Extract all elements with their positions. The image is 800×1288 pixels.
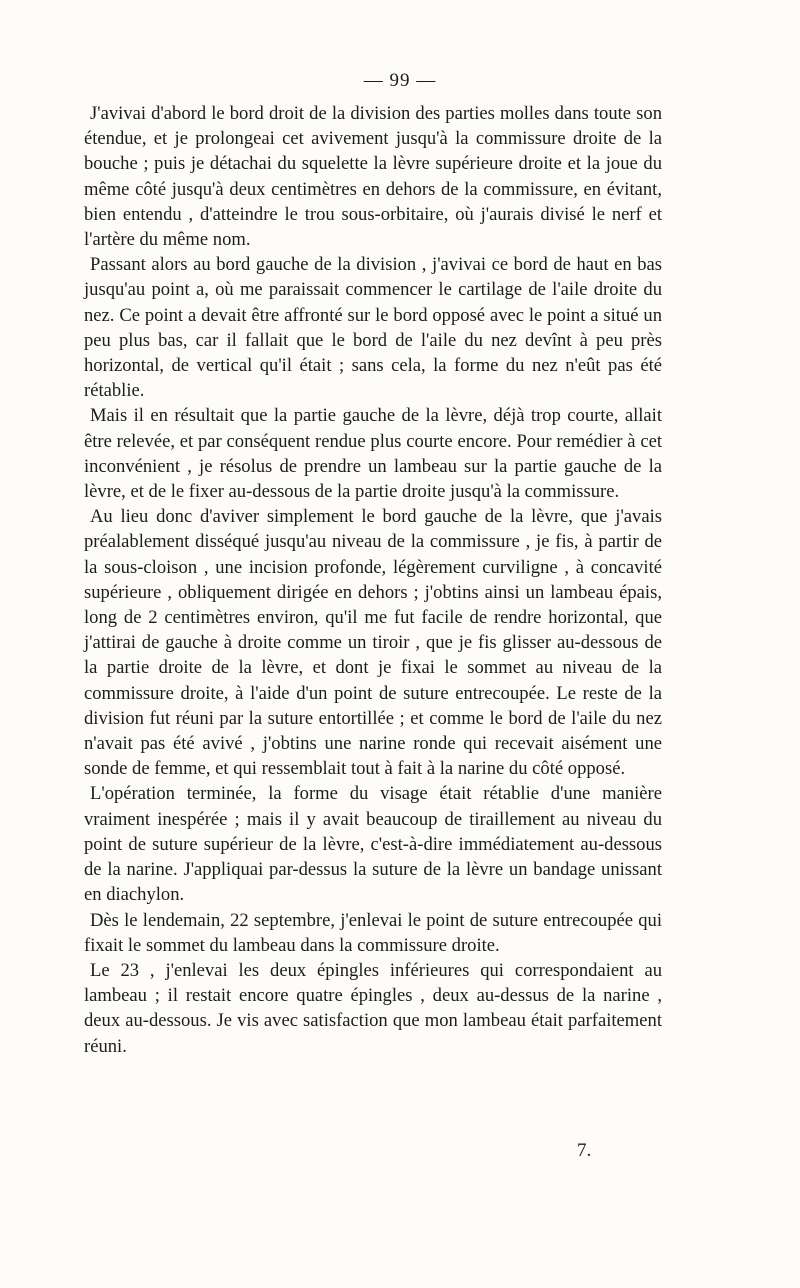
body-text: [84, 101, 662, 1059]
paragraph-1: J'avivai d'abord le bord droit de la division des parties molles dans toute son étendue, et je prolongeai cet avivement jusqu'à la commissure droite de la bouche ; puis je détachai du squelette la lèvre supérieure droite et la joue du même côté jusqu'à deux centimètres en dehors de la commissure, en évitant, bien entendu , d'atteindre le trou sous-orbitaire, où j'aurais divisé le nerf et l'artère du même nom.: [84, 103, 662, 251]
paragraph-2: Passant alors au bord gauche de la division , j'avivai ce bord de haut en bas jusqu'au point a, où me paraissait commencer le cartilage de l'aile droite du nez. Ce point a devait être affronté sur le bord opposé avec le point a situé un peu plus bas, car il fallait que le bord de l'aile du nez devînt à peu près horizontal, de vertical qu'il était ; sans cela, la forme du nez n'eût pas été rétablie.: [84, 254, 662, 402]
paragraph-3: Mais il en résultait que la partie gauche de la lèvre, déjà trop courte, allait être relevée, et par conséquent rendue plus courte encore. Pour remédier à cet inconvénient , je résolus de prendre un lambeau sur la partie gauche de la lèvre, et de le fixer au-dessous de la partie droite jusqu'à la commissure.: [84, 405, 662, 503]
paragraph-7: Le 23 , j'enlevai les deux épingles inférieures qui correspondaient au lambeau ; il restait encore quatre épingles , deux au-dessus de la narine , deux au-dessous. Je vis avec satisfaction que mon lambeau était parfaitement réuni.: [84, 959, 662, 1057]
paragraph-6: Dès le lendemain, 22 septembre, j'enlevai le point de suture entrecoupée qui fixait le sommet du lambeau dans la commissure droite.: [84, 909, 662, 956]
signature-mark: 7.: [577, 1140, 592, 1161]
paragraph-4: Au lieu donc d'aviver simplement le bord gauche de la lèvre, que j'avais préalablement disséqué jusqu'au niveau de la commissure , je fis, à partir de la sous-cloison , une incision profonde, légèrement curviligne , à concavité supérieure , obliquement dirigée en dehors ; j'obtins ainsi un lambeau épais, long de 2 centimètres environ, qu'il me fut facile de rendre horizontal, que j'attirai de gauche à droite comme un tiroir , que je fis glisser au-dessous de la partie droite de la lèvre, et dont je fixai le sommet au niveau de la commissure droite, à l'aide d'un point de suture entrecoupée. Le reste de la division fut réuni par la suture entortillée ; et comme le bord de l'aile du nez n'avait pas été avivé , j'obtins une narine ronde qui recevait aisément une sonde de femme, et qui ressemblait tout à fait à la narine du côté opposé.: [84, 506, 662, 780]
page-number-header: — 99 —: [363, 70, 437, 91]
paragraph-5: L'opération terminée, la forme du visage était rétablie d'une manière vraiment inespérée ; mais il y avait beaucoup de tiraillement au niveau du point de suture supérieur de la lèvre, c'est-à-dire immédiatement au-dessous de la narine. J'appliquai par-dessus la suture de la lèvre un bandage unissant en diachylon.: [84, 783, 662, 906]
